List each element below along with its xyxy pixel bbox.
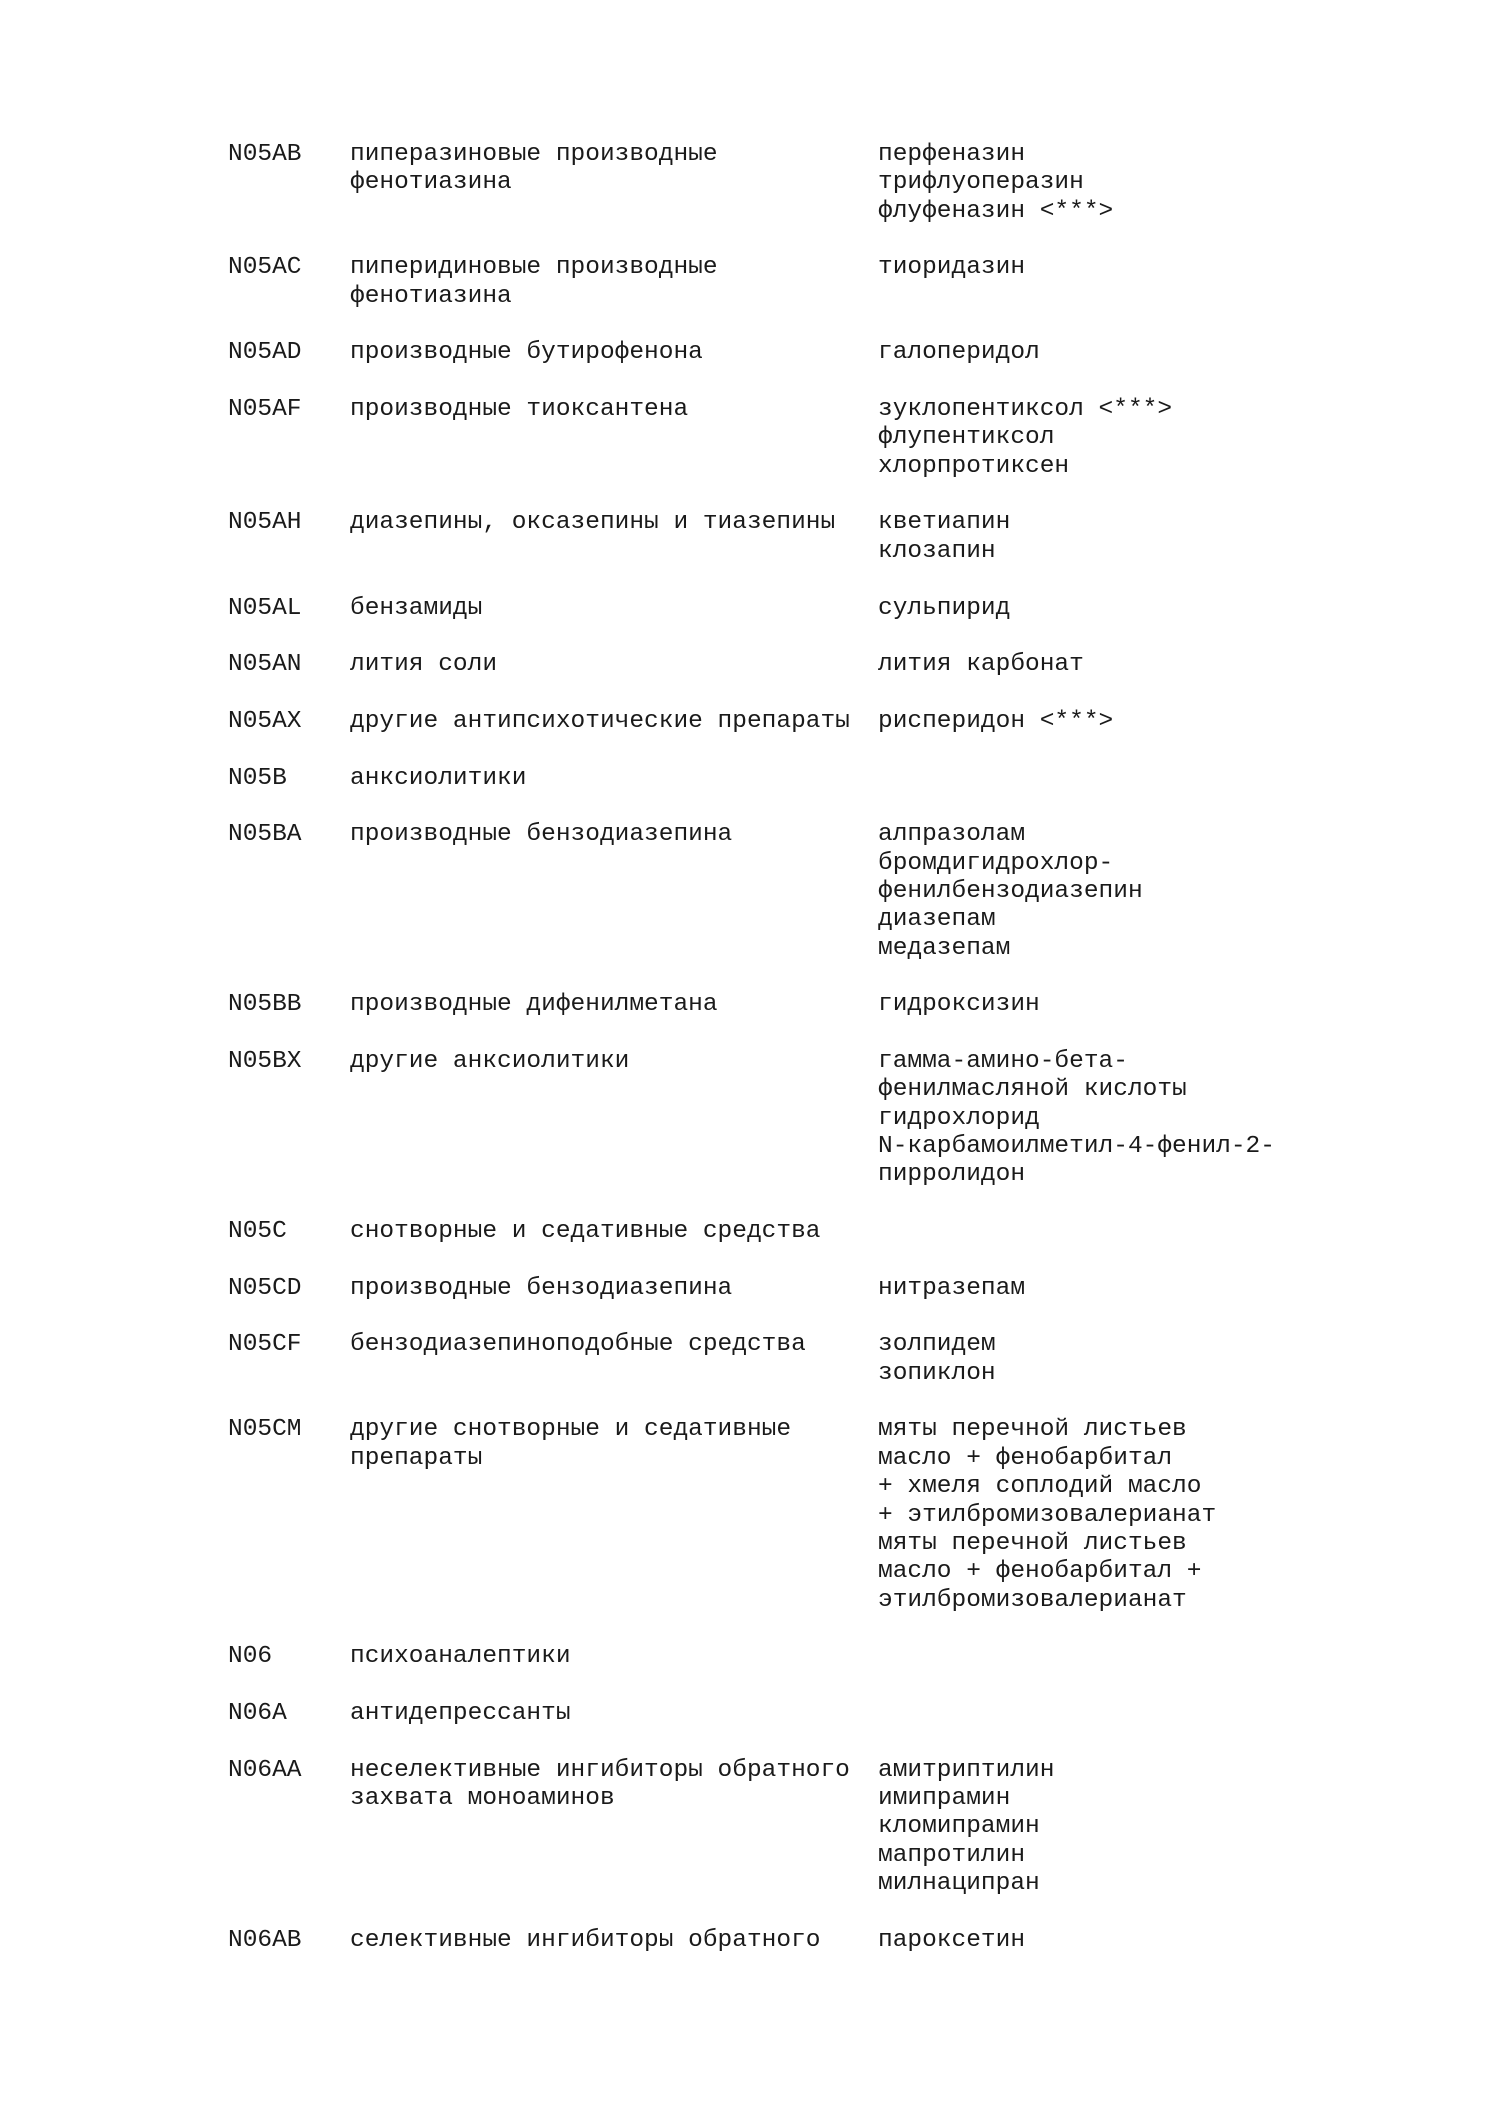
atc-code: N05C — [228, 1218, 287, 1246]
description-line: бензамиды — [350, 594, 483, 622]
drug-name: мяты перечной листьев — [878, 1416, 1187, 1444]
description-line: производные дифенилметана — [350, 991, 718, 1019]
group-description — [350, 651, 878, 679]
description-line: другие анксиолитики — [350, 1048, 630, 1075]
description-line: производные бензодиазепина — [350, 821, 733, 849]
group-description — [350, 821, 878, 963]
table-row — [228, 1416, 1275, 1614]
drug-name: клозапин — [878, 537, 996, 565]
table-row — [228, 509, 1275, 566]
table-row — [228, 1331, 1275, 1388]
atc-code: N05AB — [228, 141, 302, 168]
drug-list — [878, 1927, 1025, 1955]
drug-name: золпидем — [878, 1331, 996, 1359]
description-line: производные тиоксантена — [350, 396, 689, 424]
table-row — [228, 651, 1275, 679]
group-description — [350, 1275, 878, 1303]
atc-code: N06A — [228, 1699, 287, 1727]
description-line: пиперидиновые производные — [350, 254, 718, 282]
drug-name: флупентиксол — [878, 424, 1055, 452]
drug-name: гидрохлорид — [878, 1104, 1040, 1132]
atc-code: N05AD — [228, 339, 302, 367]
group-description — [350, 991, 878, 1019]
group-description — [350, 509, 878, 566]
drug-name: нитразепам — [878, 1274, 1026, 1302]
table-row — [228, 1927, 1275, 1955]
description-line: селективные ингибиторы обратного — [350, 1926, 821, 1954]
atc-code: N05BX — [228, 1048, 302, 1075]
drug-list — [878, 991, 1040, 1019]
group-description — [350, 1416, 878, 1614]
group-description — [350, 141, 878, 226]
group-description — [350, 1048, 878, 1190]
atc-code: N05AC — [228, 254, 302, 282]
drug-name: фенилмасляной кислоты — [878, 1076, 1187, 1104]
drug-name: + хмеля соплодий масло — [878, 1473, 1202, 1501]
table-row — [228, 708, 1275, 736]
drug-list — [878, 651, 1084, 679]
table-row — [228, 765, 1275, 793]
description-line: фенотиазина — [350, 169, 512, 197]
drug-name: перфеназин — [878, 141, 1026, 168]
atc-code: N05CM — [228, 1416, 302, 1444]
group-description — [350, 1700, 878, 1728]
drug-name: рисперидон <***> — [878, 707, 1114, 735]
drug-list — [878, 1331, 996, 1388]
table-row — [228, 1700, 1275, 1728]
drug-name: лития карбонат — [878, 651, 1084, 679]
table-row — [228, 821, 1275, 963]
atc-code: N05AL — [228, 594, 302, 622]
drug-name: этилбромизовалерианат — [878, 1586, 1187, 1614]
description-line: пиперазиновые производные — [350, 141, 718, 168]
atc-code: N06AB — [228, 1926, 302, 1954]
group-description — [350, 396, 878, 481]
description-line: другие антипсихотические препараты — [350, 707, 850, 735]
description-line: антидепрессанты — [350, 1699, 571, 1727]
description-line: производные бутирофенона — [350, 339, 703, 367]
group-description — [350, 765, 878, 793]
drug-name: галоперидол — [878, 339, 1040, 367]
group-description — [350, 708, 878, 736]
drug-name: флуфеназин <***> — [878, 197, 1114, 225]
drug-name: мяты перечной листьев — [878, 1529, 1187, 1557]
drug-name: гидроксизин — [878, 991, 1040, 1019]
table-row — [228, 1218, 1275, 1246]
drug-name: зуклопентиксол <***> — [878, 396, 1173, 424]
atc-code: N06 — [228, 1643, 273, 1671]
drug-list — [878, 1757, 1054, 1899]
drug-name: хлорпротиксен — [878, 452, 1070, 480]
drug-name: амитриптилин — [878, 1756, 1055, 1784]
table-row — [228, 595, 1275, 623]
description-line: производные бензодиазепина — [350, 1274, 733, 1302]
atc-code: N05AF — [228, 396, 302, 424]
drug-name: сульпирид — [878, 594, 1011, 622]
drug-name: масло + фенобарбитал — [878, 1444, 1173, 1472]
description-line: лития соли — [350, 651, 498, 679]
drug-list — [878, 254, 1025, 311]
drug-list — [878, 1416, 1216, 1614]
description-line: препараты — [350, 1444, 483, 1472]
drug-name: + этилбромизовалерианат — [878, 1501, 1217, 1529]
drug-name: гамма-амино-бета- — [878, 1048, 1128, 1075]
atc-code: N05BB — [228, 991, 302, 1019]
atc-code: N05BA — [228, 821, 302, 849]
table-row — [228, 141, 1275, 226]
drug-name: трифлуоперазин — [878, 169, 1084, 197]
description-line: фенотиазина — [350, 282, 512, 310]
table-row — [228, 396, 1275, 481]
group-description — [350, 595, 878, 623]
drug-name: пирролидон — [878, 1161, 1026, 1189]
drug-name: мапротилин — [878, 1841, 1026, 1869]
description-line: бензодиазепиноподобные средства — [350, 1331, 806, 1359]
drug-list — [878, 141, 1113, 226]
drug-list — [878, 708, 1113, 736]
description-line: психоаналептики — [350, 1643, 571, 1671]
description-line: диазепины, оксазепины и тиазепины — [350, 509, 836, 537]
description-line: снотворные и седативные средства — [350, 1218, 821, 1246]
atc-code: N05AN — [228, 651, 302, 679]
description-line: неселективные ингибиторы обратного — [350, 1756, 850, 1784]
table-row — [228, 1275, 1275, 1303]
atc-code: N05CF — [228, 1331, 302, 1359]
atc-code: N05AH — [228, 509, 302, 537]
drug-name: бромдигидрохлор- — [878, 849, 1114, 877]
group-description — [350, 1927, 878, 1955]
drug-list — [878, 821, 1143, 963]
drug-name: милнаципран — [878, 1869, 1040, 1897]
table-row — [228, 1757, 1275, 1899]
drug-name: алпразолам — [878, 821, 1026, 849]
drug-name: фенилбензодиазепин — [878, 877, 1143, 905]
drug-name: пароксетин — [878, 1926, 1026, 1954]
table-row — [228, 254, 1275, 311]
group-description — [350, 1218, 878, 1246]
drug-name: кветиапин — [878, 509, 1011, 537]
drug-name: тиоридазин — [878, 254, 1026, 282]
atc-code: N05CD — [228, 1274, 302, 1302]
group-description — [350, 254, 878, 311]
group-description — [350, 1757, 878, 1899]
group-description — [350, 339, 878, 367]
atc-classification-table — [228, 141, 1275, 1983]
drug-name: кломипрамин — [878, 1813, 1040, 1841]
drug-list — [878, 339, 1040, 367]
atc-code: N05AX — [228, 707, 302, 735]
drug-name: диазепам — [878, 906, 996, 934]
table-row — [228, 1048, 1275, 1190]
drug-name: медазепам — [878, 934, 1011, 962]
atc-code: N05B — [228, 764, 287, 792]
table-row — [228, 991, 1275, 1019]
description-line: захвата моноаминов — [350, 1784, 615, 1812]
drug-name: масло + фенобарбитал + — [878, 1558, 1202, 1586]
group-description — [350, 1331, 878, 1388]
drug-list — [878, 1048, 1275, 1190]
drug-list — [878, 509, 1010, 566]
drug-name: зопиклон — [878, 1359, 996, 1387]
group-description — [350, 1643, 878, 1671]
table-row — [228, 339, 1275, 367]
drug-name: N-карбамоилметил-4-фенил-2- — [878, 1133, 1275, 1161]
drug-name: имипрамин — [878, 1784, 1011, 1812]
table-row — [228, 1643, 1275, 1671]
atc-code: N06AA — [228, 1756, 302, 1784]
description-line: анксиолитики — [350, 764, 527, 792]
drug-list — [878, 396, 1172, 481]
drug-list — [878, 595, 1010, 623]
description-line: другие снотворные и седативные — [350, 1416, 792, 1444]
drug-list — [878, 1275, 1025, 1303]
